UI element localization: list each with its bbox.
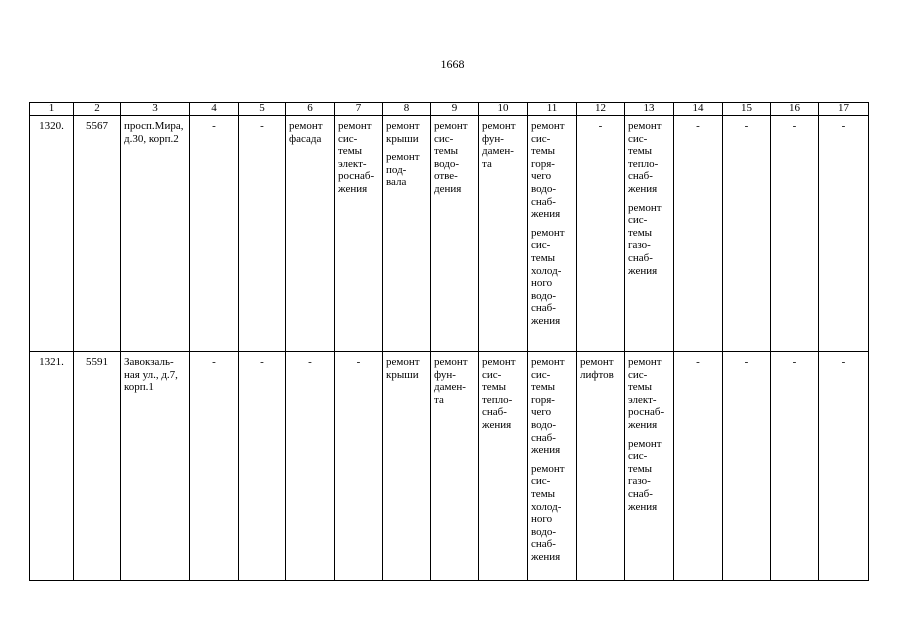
work-item-line: снаб- bbox=[531, 195, 556, 208]
work-item-line: жения bbox=[531, 314, 561, 327]
work-item-line: под- bbox=[386, 163, 407, 176]
work-item-line: темы bbox=[338, 145, 363, 158]
cell-dash: - bbox=[260, 356, 264, 368]
work-item-line: фун- bbox=[482, 132, 504, 145]
work-item-line: сис- bbox=[628, 214, 648, 227]
table-cell bbox=[625, 116, 674, 352]
work-item-line: газо- bbox=[628, 475, 651, 488]
work-item-line: ремонт bbox=[628, 437, 662, 450]
cell-dash: - bbox=[744, 120, 749, 132]
work-item-line: та bbox=[482, 157, 492, 170]
work-item-line: дамен- bbox=[482, 145, 514, 158]
work-list bbox=[625, 352, 673, 513]
table-row bbox=[30, 116, 869, 352]
table-cell bbox=[431, 116, 479, 352]
work-item-line: жения bbox=[338, 182, 368, 195]
work-item bbox=[386, 151, 429, 189]
work-item-line: темы bbox=[531, 381, 556, 394]
table-cell bbox=[190, 116, 239, 352]
work-item-line: ремонт bbox=[338, 120, 372, 132]
table-cell bbox=[121, 116, 190, 352]
table-cell bbox=[771, 116, 819, 352]
address-line: ная ул., д.7, bbox=[124, 368, 178, 381]
column-header: 7 bbox=[335, 103, 383, 116]
work-item-line: ремонт bbox=[628, 120, 662, 132]
address-line: просп.Мира, bbox=[124, 120, 184, 132]
table-cell bbox=[819, 352, 869, 581]
table-cell bbox=[577, 352, 625, 581]
work-item-line: темы bbox=[434, 145, 459, 158]
table-cell bbox=[286, 352, 335, 581]
work-item bbox=[531, 356, 575, 457]
work-list bbox=[286, 116, 334, 145]
table-cell bbox=[577, 116, 625, 352]
work-item-line: ного bbox=[531, 277, 553, 290]
work-item-line: водо- bbox=[434, 157, 460, 170]
address-line: д.30, корп.2 bbox=[124, 132, 179, 145]
work-item-line: снаб- bbox=[531, 538, 556, 551]
cell-number: 1321. bbox=[39, 356, 64, 368]
column-header: 9 bbox=[431, 103, 479, 116]
cell-dash: - bbox=[696, 120, 700, 132]
cell-dash: - bbox=[598, 120, 603, 132]
work-item-line: дамен- bbox=[434, 381, 466, 394]
work-item-line: крыши bbox=[386, 368, 419, 381]
table-cell bbox=[479, 116, 528, 352]
work-item-line: жения bbox=[628, 418, 658, 431]
work-item-line: тепло- bbox=[482, 393, 513, 406]
work-item-line: темы bbox=[531, 145, 556, 158]
table-cell bbox=[674, 116, 723, 352]
work-item-line: холод- bbox=[531, 264, 562, 277]
work-item-line: ремонт bbox=[580, 356, 614, 368]
repair-schedule-table bbox=[29, 102, 869, 581]
work-item-line: ремонт bbox=[531, 226, 565, 239]
table-cell bbox=[723, 352, 771, 581]
table-cell bbox=[674, 352, 723, 581]
work-list bbox=[383, 352, 430, 381]
work-item-line: темы bbox=[628, 226, 653, 239]
work-list bbox=[479, 352, 527, 432]
work-item-line: чего bbox=[531, 406, 552, 419]
column-header: 2 bbox=[74, 103, 121, 116]
column-header: 10 bbox=[479, 103, 528, 116]
work-item bbox=[386, 356, 429, 381]
address-line: корп.1 bbox=[124, 381, 154, 394]
work-list bbox=[383, 116, 430, 189]
work-item-line: темы bbox=[531, 251, 556, 264]
work-item-line: роснаб- bbox=[628, 406, 665, 419]
column-header: 11 bbox=[528, 103, 577, 116]
page-number: 1668 bbox=[440, 57, 465, 71]
cell-dash: - bbox=[212, 356, 216, 368]
work-item bbox=[628, 356, 672, 432]
work-item-line: жения bbox=[531, 444, 561, 457]
work-item-line: ремонт bbox=[628, 356, 662, 368]
table-cell bbox=[239, 352, 286, 581]
address bbox=[121, 116, 189, 145]
cell-number: 1320. bbox=[39, 120, 64, 132]
table-cell bbox=[383, 352, 431, 581]
table-cell bbox=[819, 116, 869, 352]
work-item-line: ремонт bbox=[434, 120, 468, 132]
column-header: 8 bbox=[383, 103, 431, 116]
work-item bbox=[482, 120, 526, 170]
table-cell bbox=[723, 116, 771, 352]
work-item-line: чего bbox=[531, 170, 552, 183]
address bbox=[121, 352, 189, 394]
work-item-line: тепло- bbox=[628, 157, 659, 170]
work-item-line: элект- bbox=[628, 393, 657, 406]
work-item-line: сис- bbox=[482, 368, 502, 381]
work-item-line: сис- bbox=[434, 132, 454, 145]
work-list bbox=[577, 352, 624, 381]
column-header: 5 bbox=[239, 103, 286, 116]
work-item-line: темы bbox=[628, 145, 653, 158]
work-item bbox=[386, 120, 429, 145]
table-cell bbox=[771, 352, 819, 581]
work-item-line: жения bbox=[628, 264, 658, 277]
table-cell bbox=[190, 352, 239, 581]
column-header: 14 bbox=[674, 103, 723, 116]
table-cell bbox=[286, 116, 335, 352]
table-cell bbox=[335, 352, 383, 581]
cell-number: 5567 bbox=[86, 120, 108, 132]
work-item-line: вала bbox=[386, 176, 407, 189]
work-item bbox=[628, 202, 672, 278]
work-item-line: водо- bbox=[531, 182, 557, 195]
work-item-line: отве- bbox=[434, 170, 458, 183]
work-item-line: холод- bbox=[531, 500, 562, 513]
work-list bbox=[528, 116, 576, 328]
work-item-line: жения bbox=[628, 182, 658, 195]
work-item-line: ремонт bbox=[386, 356, 420, 368]
table-cell bbox=[239, 116, 286, 352]
work-item-line: снаб- bbox=[482, 406, 507, 419]
cell-dash: - bbox=[696, 356, 700, 368]
work-item-line: ремонт bbox=[482, 120, 516, 132]
column-header: 17 bbox=[819, 103, 869, 116]
work-item-line: ремонт bbox=[482, 356, 516, 368]
work-item-line: темы bbox=[482, 381, 507, 394]
cell-dash: - bbox=[212, 120, 216, 132]
column-header: 4 bbox=[190, 103, 239, 116]
work-item-line: лифтов bbox=[580, 368, 614, 381]
work-list bbox=[528, 352, 576, 564]
work-item-line: жения bbox=[628, 500, 658, 513]
work-item-line: ремонт bbox=[531, 356, 565, 368]
cell-dash: - bbox=[308, 356, 312, 368]
work-item-line: ремонт bbox=[628, 201, 662, 214]
work-item bbox=[580, 356, 623, 381]
work-list bbox=[431, 116, 478, 196]
column-number-row bbox=[30, 103, 869, 116]
table-cell bbox=[335, 116, 383, 352]
work-item-line: темы bbox=[531, 487, 556, 500]
table-cell bbox=[30, 352, 74, 581]
table-cell bbox=[74, 116, 121, 352]
work-item-line: крыши bbox=[386, 132, 419, 145]
work-item-line: жения bbox=[482, 418, 512, 431]
column-header: 13 bbox=[625, 103, 674, 116]
work-item-line: ного bbox=[531, 513, 553, 526]
work-item-line: сис- bbox=[531, 239, 551, 252]
work-item-line: ремонт bbox=[386, 151, 420, 164]
work-item-line: сис- bbox=[628, 450, 648, 463]
column-header: 6 bbox=[286, 103, 335, 116]
work-item-line: фасада bbox=[289, 132, 322, 145]
work-item-line: жения bbox=[531, 550, 561, 563]
cell-dash: - bbox=[792, 120, 797, 132]
work-item-line: сис- bbox=[531, 368, 551, 381]
work-item-line: горя- bbox=[531, 157, 555, 170]
work-item bbox=[531, 120, 575, 221]
work-item-line: газо- bbox=[628, 239, 651, 252]
work-item-line: ремонт bbox=[434, 356, 468, 368]
work-list bbox=[431, 352, 478, 406]
cell-dash: - bbox=[356, 356, 361, 368]
work-item bbox=[434, 120, 477, 196]
work-item-line: элект- bbox=[338, 157, 367, 170]
work-item-line: сис- bbox=[531, 132, 551, 145]
work-item-line: темы bbox=[628, 381, 653, 394]
table-cell bbox=[74, 352, 121, 581]
cell-dash: - bbox=[260, 120, 264, 132]
work-item-line: сис- bbox=[338, 132, 358, 145]
work-item-line: снаб- bbox=[531, 431, 556, 444]
column-header: 1 bbox=[30, 103, 74, 116]
cell-number: 5591 bbox=[86, 356, 108, 368]
work-item-line: фун- bbox=[434, 368, 456, 381]
work-item bbox=[628, 120, 672, 196]
work-item-line: горя- bbox=[531, 393, 555, 406]
work-item-line: снаб- bbox=[628, 487, 653, 500]
work-item-line: водо- bbox=[531, 418, 557, 431]
work-item bbox=[531, 227, 575, 328]
work-item bbox=[434, 356, 477, 406]
work-item-line: снаб- bbox=[628, 251, 653, 264]
work-item-line: та bbox=[434, 393, 444, 406]
cell-dash: - bbox=[792, 356, 797, 368]
work-item-line: ремонт bbox=[386, 120, 420, 132]
work-item-line: снаб- bbox=[628, 170, 653, 183]
column-header: 16 bbox=[771, 103, 819, 116]
work-item bbox=[531, 463, 575, 564]
table-cell bbox=[383, 116, 431, 352]
work-list bbox=[479, 116, 527, 170]
work-item-line: сис- bbox=[628, 132, 648, 145]
work-item-line: водо- bbox=[531, 289, 557, 302]
cell-dash: - bbox=[744, 356, 749, 368]
table-cell bbox=[528, 116, 577, 352]
work-list bbox=[625, 116, 673, 277]
work-item-line: дения bbox=[434, 182, 462, 195]
work-item-line: ремонт bbox=[531, 462, 565, 475]
table-cell bbox=[479, 352, 528, 581]
work-item bbox=[289, 120, 333, 145]
table-cell bbox=[431, 352, 479, 581]
work-item-line: сис- bbox=[531, 475, 551, 488]
work-item-line: снаб- bbox=[531, 302, 556, 315]
work-item bbox=[338, 120, 381, 196]
work-item-line: роснаб- bbox=[338, 170, 375, 183]
work-item bbox=[482, 356, 526, 432]
table-cell bbox=[121, 352, 190, 581]
address-line: Завокзаль- bbox=[124, 356, 174, 368]
work-item-line: сис- bbox=[628, 368, 648, 381]
work-list bbox=[335, 116, 382, 196]
column-header: 15 bbox=[723, 103, 771, 116]
work-item-line: темы bbox=[628, 462, 653, 475]
work-item-line: ремонт bbox=[289, 120, 323, 132]
column-header: 12 bbox=[577, 103, 625, 116]
table-row bbox=[30, 352, 869, 581]
column-header: 3 bbox=[121, 103, 190, 116]
work-item-line: жения bbox=[531, 208, 561, 221]
cell-dash: - bbox=[841, 356, 846, 368]
table-cell bbox=[30, 116, 74, 352]
work-item-line: водо- bbox=[531, 525, 557, 538]
table-cell bbox=[625, 352, 674, 581]
cell-dash: - bbox=[841, 120, 846, 132]
work-item bbox=[628, 438, 672, 514]
table-cell bbox=[528, 352, 577, 581]
work-item-line: ремонт bbox=[531, 120, 565, 132]
